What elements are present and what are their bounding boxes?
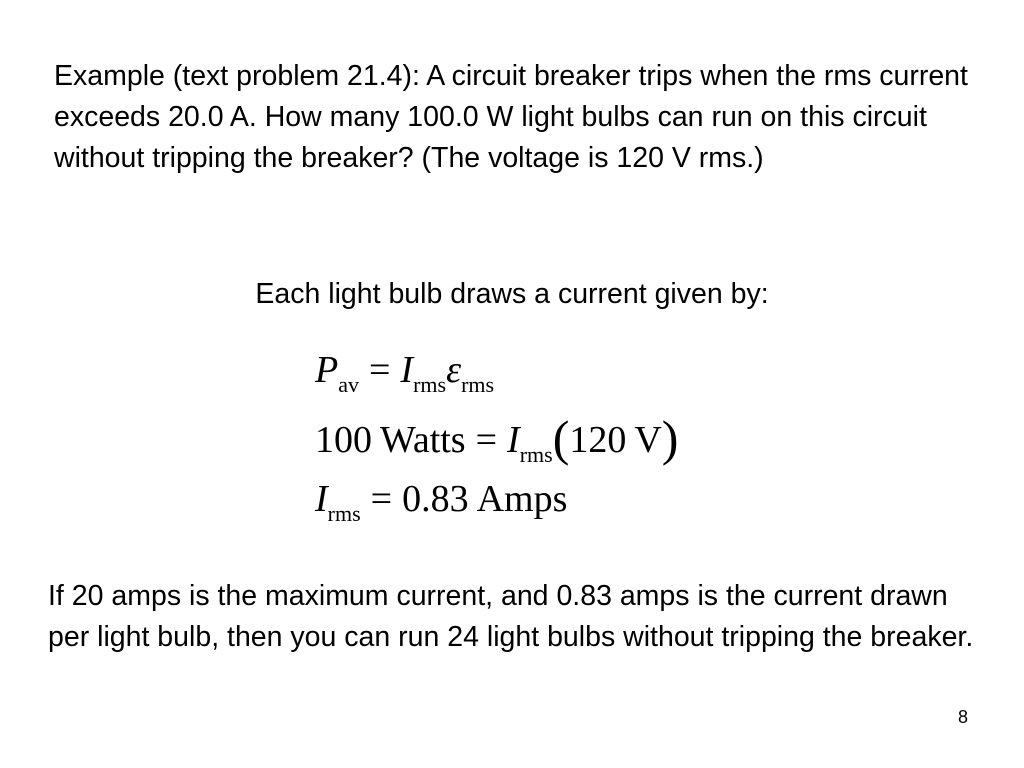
current-subscript: rms [519, 442, 553, 467]
result-unit: Amps [476, 478, 568, 520]
problem-statement: Example (text problem 21.4): A circuit breaker trips when the rms current exceeds 20.0 A. How many 100.0 W light bulbs can run on this circuit without tripping the breaker? (The voltage is 120 V rms.) [54, 60, 968, 174]
lead-text: Each light bulb draws a current given by: [255, 278, 769, 310]
current-subscript: rms [327, 501, 361, 526]
equation-power-definition [315, 347, 494, 398]
emf-subscript: rms [461, 372, 495, 397]
result-value: 0.83 [402, 478, 469, 520]
equation-result [315, 476, 567, 527]
current-symbol: I [400, 349, 414, 391]
equals-sign: = [370, 478, 393, 520]
open-paren: ( [552, 410, 570, 466]
power-symbol: P [315, 349, 339, 391]
equation-substitution [315, 412, 678, 468]
current-subscript: rms [413, 372, 447, 397]
emf-symbol: ε [446, 349, 462, 391]
page-number: 8 [957, 707, 968, 727]
close-paren: ) [661, 410, 679, 466]
conclusion-text: If 20 amps is the maximum current, and 0.83 amps is the current drawn per light bulb, then you can run 24 light bulbs without tripping the breaker. [48, 580, 974, 653]
equals-sign: = [368, 349, 391, 391]
power-subscript: av [338, 372, 359, 397]
power-value: 100 [315, 419, 372, 461]
voltage-value: 120 [569, 419, 627, 461]
equals-sign: = [475, 419, 498, 461]
voltage-unit: V [634, 419, 662, 461]
current-symbol: I [507, 419, 520, 461]
current-symbol: I [315, 478, 328, 520]
power-unit: Watts [380, 419, 466, 461]
